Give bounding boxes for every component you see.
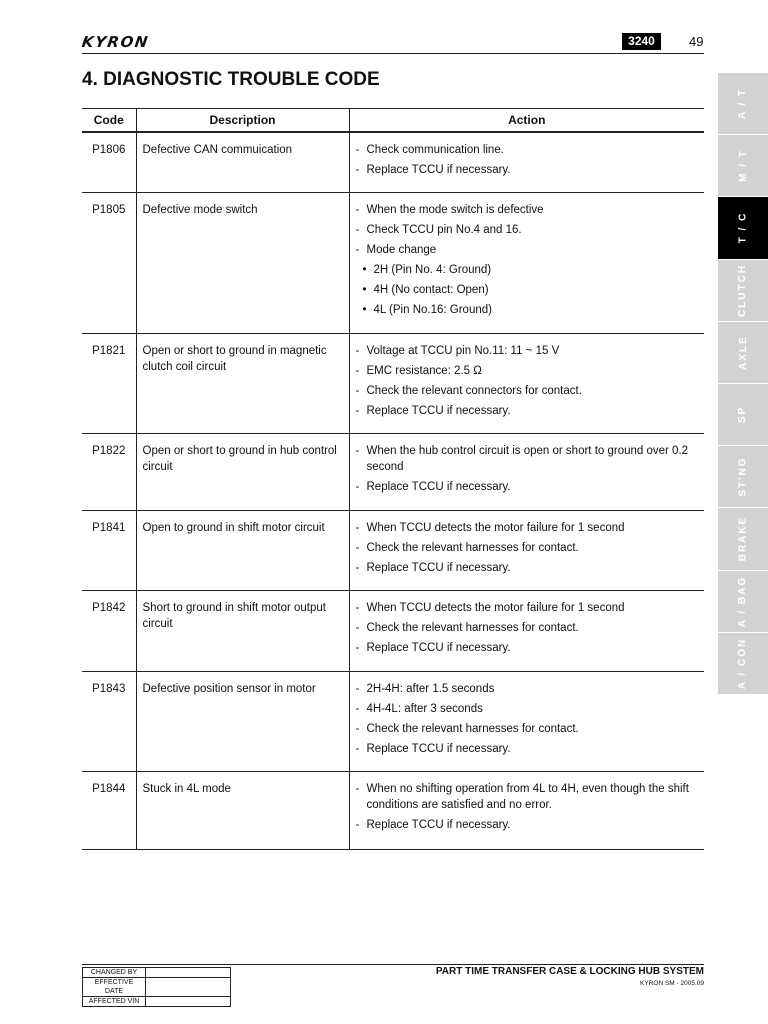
dtc-action-cell <box>349 771 704 849</box>
table-row <box>82 132 704 192</box>
action-item <box>356 403 699 419</box>
action-text: 4H (No contact: Open) <box>373 283 489 296</box>
side-tab-at[interactable] <box>718 73 768 135</box>
action-item <box>356 202 699 218</box>
side-tab-label: ST'NG <box>737 456 749 497</box>
action-item <box>356 383 699 399</box>
action-text: Replace TCCU if necessary. <box>366 561 511 574</box>
dash-marker: - <box>355 223 360 236</box>
effective-date-label: EFFECTIVE DATE <box>83 978 146 997</box>
action-text: When TCCU detects the motor failure for 1 second <box>366 521 625 534</box>
bullet-marker: • <box>362 263 367 276</box>
dash-marker: - <box>355 742 360 755</box>
dtc-table <box>82 108 704 850</box>
changed-by-label: CHANGED BY <box>83 968 146 978</box>
footer-system-title: PART TIME TRANSFER CASE & LOCKING HUB SYSTEM <box>435 966 704 977</box>
action-item <box>356 817 699 833</box>
action-item <box>356 681 699 697</box>
action-item <box>356 443 699 475</box>
action-item <box>356 640 699 656</box>
dtc-code-cell: P1842 <box>82 590 136 671</box>
action-text: When the hub control circuit is open or short to ground over 0.2 second <box>366 444 689 473</box>
dtc-action-cell <box>349 590 704 671</box>
dash-marker: - <box>355 621 360 634</box>
action-item <box>356 302 699 318</box>
dtc-action-cell <box>349 132 704 192</box>
action-text: When no shifting operation from 4L to 4H, even though the shift conditions are satisfied and no error. <box>366 782 689 811</box>
affected-vin-value <box>146 997 231 1007</box>
logo: KYRON <box>80 33 151 51</box>
dash-marker: - <box>355 243 360 256</box>
dash-marker: - <box>355 480 360 493</box>
action-text: Replace TCCU if necessary. <box>366 480 511 493</box>
side-tab-label: A / T <box>737 87 749 120</box>
action-item <box>356 540 699 556</box>
action-item <box>356 479 699 495</box>
affected-vin-label: AFFECTED VIN <box>83 997 146 1007</box>
dtc-description-cell: Open to ground in shift motor circuit <box>136 510 349 590</box>
changed-by-value <box>146 968 231 978</box>
dash-marker: - <box>355 344 360 357</box>
dtc-action-cell <box>349 433 704 510</box>
action-text: Check the relevant connectors for contact. <box>366 384 582 397</box>
table-row <box>82 771 704 849</box>
dash-marker: - <box>355 404 360 417</box>
side-tab-label: A / BAG <box>737 575 749 627</box>
action-text: Mode change <box>366 243 437 256</box>
side-tab-label: SP <box>737 405 749 424</box>
dtc-description-cell: Stuck in 4L mode <box>136 771 349 849</box>
action-text: Voltage at TCCU pin No.11: 11 ~ 15 V <box>366 344 560 357</box>
action-item <box>356 600 699 616</box>
dash-marker: - <box>355 702 360 715</box>
dash-marker: - <box>355 682 360 695</box>
dtc-code-cell: P1806 <box>82 132 136 192</box>
dtc-description-cell: Defective position sensor in motor <box>136 671 349 771</box>
side-tab-label: AXLE <box>737 335 749 370</box>
section-badge: 3240 <box>622 33 661 50</box>
dash-marker: - <box>355 818 360 831</box>
page-title: 4. DIAGNOSTIC TROUBLE CODE <box>82 69 380 90</box>
action-text: Check communication line. <box>366 144 504 156</box>
dtc-description-cell: Defective CAN commuication <box>136 132 349 192</box>
table-row <box>82 192 704 333</box>
action-item <box>356 242 699 258</box>
bullet-marker: • <box>362 303 367 316</box>
dash-marker: - <box>355 541 360 554</box>
dtc-action-cell <box>349 671 704 771</box>
action-text: EMC resistance: 2.5 Ω <box>366 364 482 377</box>
action-text: Replace TCCU if necessary. <box>366 404 511 417</box>
action-item <box>356 142 699 158</box>
dtc-description-cell: Defective mode switch <box>136 192 349 333</box>
action-item <box>356 363 699 379</box>
action-item <box>356 781 699 813</box>
footer-rule <box>82 964 704 965</box>
header-rule <box>82 53 704 54</box>
dash-marker: - <box>355 601 360 614</box>
action-text: 4H-4L: after 3 seconds <box>366 702 483 715</box>
action-item <box>356 701 699 717</box>
action-text: Check TCCU pin No.4 and 16. <box>366 223 522 236</box>
side-tab-mt[interactable] <box>718 135 768 197</box>
side-tab-label: T / C <box>737 212 749 244</box>
footer-manual-ref: KYRON SM - 2005.09 <box>640 980 704 987</box>
side-tab-acon[interactable] <box>718 633 768 695</box>
action-item <box>356 741 699 757</box>
dash-marker: - <box>355 722 360 735</box>
action-text: 2H (Pin No. 4: Ground) <box>373 263 492 276</box>
action-item <box>356 343 699 359</box>
action-text: Check the relevant harnesses for contact. <box>366 541 579 554</box>
action-item <box>356 262 699 278</box>
table-row <box>82 671 704 771</box>
side-tab-abag[interactable] <box>718 571 768 633</box>
dash-marker: - <box>355 364 360 377</box>
action-text: Check the relevant harnesses for contact. <box>366 722 579 735</box>
bullet-marker: • <box>362 283 367 296</box>
change-record-box <box>82 967 231 1007</box>
action-item <box>356 222 699 238</box>
action-text: Replace TCCU if necessary. <box>366 641 511 654</box>
dash-marker: - <box>355 521 360 534</box>
action-text: When the mode switch is defective <box>366 203 544 216</box>
table-header-row <box>82 109 704 133</box>
action-text: Replace TCCU if necessary. <box>366 818 511 831</box>
action-text: Replace TCCU if necessary. <box>366 164 511 176</box>
dtc-description-cell: Short to ground in shift motor output circuit <box>136 590 349 671</box>
dtc-code-cell: P1844 <box>82 771 136 849</box>
action-item <box>356 620 699 636</box>
dtc-description-cell: Open or short to ground in magnetic clutch coil circuit <box>136 333 349 433</box>
table-row <box>82 433 704 510</box>
side-tab-label: M / T <box>737 149 749 183</box>
action-text: When TCCU detects the motor failure for 1 second <box>366 601 625 614</box>
page-number: 49 <box>689 34 704 49</box>
table-row <box>82 333 704 433</box>
action-item <box>356 560 699 576</box>
action-item <box>356 162 699 178</box>
header-description: Description <box>136 109 349 133</box>
dash-marker: - <box>355 164 360 176</box>
dtc-code-cell: P1805 <box>82 192 136 333</box>
table-row <box>82 510 704 590</box>
dtc-code-cell: P1843 <box>82 671 136 771</box>
side-tab-brake[interactable] <box>718 508 768 570</box>
side-tab-label: CLUTCH <box>737 263 749 317</box>
action-item <box>356 282 699 298</box>
dtc-table-container <box>82 108 704 850</box>
dtc-code-cell: P1822 <box>82 433 136 510</box>
dash-marker: - <box>355 782 360 795</box>
side-tab-label: A / CON <box>737 637 749 689</box>
section-side-tabs <box>718 73 768 695</box>
action-text: Check the relevant harnesses for contact. <box>366 621 579 634</box>
action-text: 2H-4H: after 1.5 seconds <box>366 682 495 695</box>
action-item <box>356 721 699 737</box>
table-row <box>82 590 704 671</box>
dash-marker: - <box>355 444 360 457</box>
action-text: Replace TCCU if necessary. <box>366 742 511 755</box>
dash-marker: - <box>355 384 360 397</box>
action-item <box>356 520 699 536</box>
action-text: 4L (Pin No.16: Ground) <box>373 303 492 316</box>
dtc-action-cell <box>349 192 704 333</box>
dash-marker: - <box>355 561 360 574</box>
dash-marker: - <box>355 203 360 216</box>
dtc-description-cell: Open or short to ground in hub control circuit <box>136 433 349 510</box>
effective-date-value <box>146 978 231 997</box>
side-tab-label: BRAKE <box>737 516 749 562</box>
dtc-action-cell <box>349 333 704 433</box>
table-body <box>82 132 704 849</box>
dash-marker: - <box>355 144 360 156</box>
side-tab-sp[interactable] <box>718 384 768 446</box>
dash-marker: - <box>355 641 360 654</box>
side-tab-stng[interactable] <box>718 446 768 508</box>
header-action: Action <box>349 109 704 133</box>
side-tab-axle[interactable] <box>718 322 768 384</box>
header-code: Code <box>82 109 136 133</box>
side-tab-clutch[interactable] <box>718 260 768 322</box>
side-tab-tc[interactable] <box>718 197 768 259</box>
dtc-action-cell <box>349 510 704 590</box>
dtc-code-cell: P1821 <box>82 333 136 433</box>
dtc-code-cell: P1841 <box>82 510 136 590</box>
